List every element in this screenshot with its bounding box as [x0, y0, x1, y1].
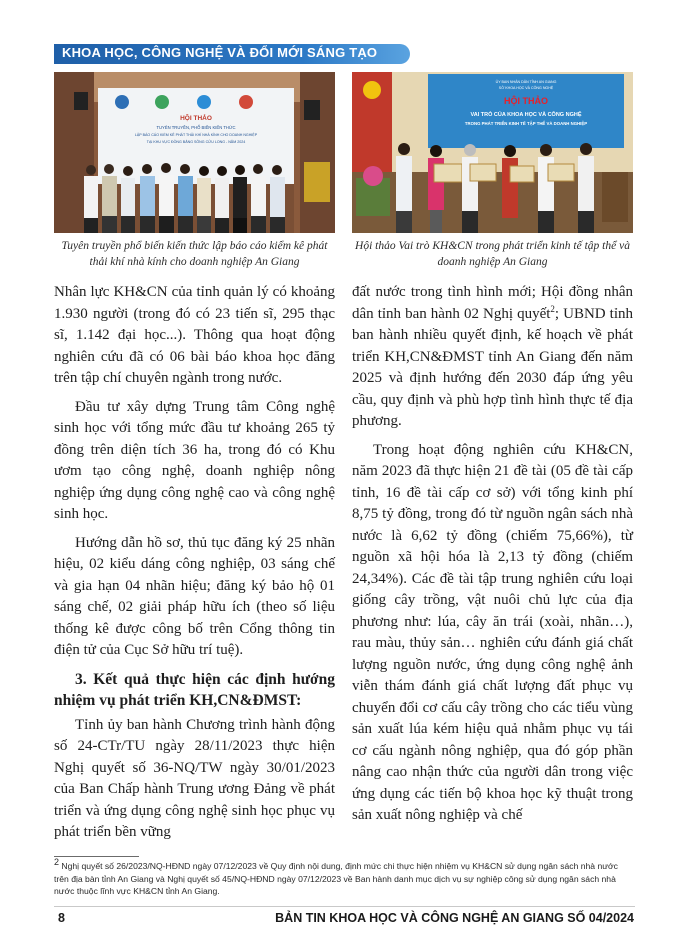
paragraph: Nhân lực KH&CN của tỉnh quản lý có khoảng 1.930 người (trong đó có 23 tiến sĩ, 295 thạc sĩ, 1.142 đại học...). Thông qua hoạt động nghiên cứu đã có 06 bài báo khoa học đăng trên tập chí chuyên ngành trong nước.	[54, 284, 335, 386]
section-heading: 3. Kết quả thực hiện các định hướng nhiệm vụ phát triển KH,CN&ĐMST:	[54, 670, 335, 709]
paragraph: Hướng dẫn hồ sơ, thủ tục đăng ký 25 nhãn hiệu, 02 kiểu dáng công nghiệp, 03 sáng chế và gia hạn 04 nhãn hiệu; đăng ký bảo hộ 01 sáng chế, 02 giải pháp hữu ích (theo số liệu thống kê được công bố trên Cổng thông tin điện tử của Cục Sở hữu trí tuệ).	[54, 534, 335, 658]
left-banner-line4: TẠI KHU VỰC ĐỒNG BẰNG SÔNG CỬU LONG - NĂM 2024	[146, 140, 246, 144]
photo-seminar-kh-cn-role-image	[352, 72, 633, 233]
paragraph-text: ; UBND tỉnh ban hành nhiều quyết định, kế hoạch về phát triển KH,CN&ĐMST tỉnh An Giang đến năm 2025 và định hướng đến 2030 đáp ứng yêu cầu, quy định và phù hợp tình hình thực tế địa phương.	[352, 305, 633, 429]
left-banner-title: HỘI THẢO	[180, 115, 212, 122]
footnote-divider	[54, 856, 139, 857]
footer-divider	[54, 906, 635, 907]
paragraph-text: đất nước trong tình hình mới; Hội đồng nhân dân tỉnh ban hành 02 Nghị quyết	[352, 284, 633, 322]
left-banner-line2: TUYÊN TRUYỀN, PHỔ BIẾN KIẾN THỨC	[156, 125, 236, 130]
right-banner-title: HỘI THẢO	[504, 96, 548, 106]
article-column-left	[54, 282, 335, 851]
article-column-right	[352, 282, 633, 834]
right-banner-line2: SỞ KHOA HỌC VÀ CÔNG NGHỆ	[498, 86, 554, 90]
photo-caption-left: Tuyên truyền phổ biến kiến thức lập báo cáo kiểm kê phát thải khí nhà kính cho doanh nghiệp An Giang	[61, 240, 328, 268]
page-number: 8	[58, 911, 65, 925]
right-banner-line5: TRONG PHÁT TRIỂN KINH TẾ TẬP THỂ VÀ DOANH NGHIỆP	[464, 121, 588, 126]
left-banner-line3: LẬP BÁO CÁO KIỂM KÊ PHÁT THẢI KHÍ NHÀ KÍNH CHO DOANH NGHIỆP	[134, 133, 258, 137]
footnote-marker: 2	[54, 857, 60, 868]
footnote-reference: 2	[550, 303, 555, 314]
paragraph: Đầu tư xây dựng Trung tâm Công nghệ sinh học với tổng mức đầu tư khoảng 265 tỷ đồng trên diện tích 36 ha, trong đó có Khu ươm tạo công nghệ, doanh nghiệp nông nghiệp ứng dụng công nghệ cao và công nghệ sinh học.	[54, 398, 335, 522]
photo-seminar-emission-training-image	[54, 72, 335, 233]
paragraph: Tỉnh ủy ban hành Chương trình hành động số 24-CTr/TU ngày 28/11/2023 thực hiện Nghị quyết số 36-NQ/TW ngày 30/01/2023 của Ban Chấp hành Trung ương Đảng về phát triển và ứng dụng công nghệ sinh học phục vụ phát triển bền vững	[54, 716, 335, 840]
footnote	[54, 857, 635, 898]
photo-seminar-emission-training	[54, 72, 335, 233]
paragraph: Trong hoạt động nghiên cứu KH&CN, năm 2023 đã thực hiện 21 đề tài (05 đề tài cấp tỉnh, 16 đề tài cấp cơ sở) với tổng kinh phí 8,75 tỷ đồng, trong đó từ nguồn ngân sách nhà nước là 6,62 tỷ đồng (chiếm 75,66%), từ nguồn xã hội hóa là 2,13 tỷ đồng (chiếm 24,34%). Các đề tài tập trung nghiên cứu loại giống cây trồng, vật nuôi chủ lực của địa phương như: lúa, cây ăn trái (xoài, nhãn…), rau màu, thủy sản… nghiên cứu đánh giá chất lượng nguồn nước, ứng dụng công nghệ ảnh viễn thám đánh giá chất lượng đất phục vụ chuyển đổi cơ cấu cây trồng cho các tiểu vùng sản xuất lúa kém hiệu quả nhằm phục vụ tái cơ cấu ngành nông nghiệp, qua đó góp phần nâng cao nhận thức của người dân trong việc ứng dụng các tiến bộ khoa học kỹ thuật trong sản xuất nông nghiệp và chế	[352, 441, 633, 823]
paragraph	[352, 282, 633, 433]
footnote-text: Nghị quyết số 26/2023/NQ-HĐND ngày 07/12/2023 về Quy định nội dung, định mức chi thực hiện nhiệm vụ KH&CN sử dụng ngân sách nhà nước trên địa bàn tỉnh An Giang và Nghị quyết số 45/NQ-HĐND ngày 07/12/2023 về Ban hành danh mục dịch vụ sự nghiệp công sử dụng ngân sách nhà nước thuộc lĩnh vực KH&CN tỉnh An Giang.	[54, 861, 618, 896]
right-banner-line4: VAI TRÒ CỦA KHOA HỌC VÀ CÔNG NGHỆ	[470, 112, 582, 118]
photo-caption-right: Hội thảo Vai trò KH&CN trong phát triển kinh tế tập thể và doanh nghiệp An Giang	[355, 240, 630, 268]
publication-title: BẢN TIN KHOA HỌC VÀ CÔNG NGHỆ AN GIANG SỐ 04/2024	[275, 911, 634, 925]
section-title: KHOA HỌC, CÔNG NGHỆ VÀ ĐỔI MỚI SÁNG TẠO	[62, 45, 378, 60]
photo-seminar-kh-cn-role	[352, 72, 633, 233]
right-banner-line1: ỦY BAN NHÂN DÂN TỈNH AN GIANG	[495, 80, 557, 84]
